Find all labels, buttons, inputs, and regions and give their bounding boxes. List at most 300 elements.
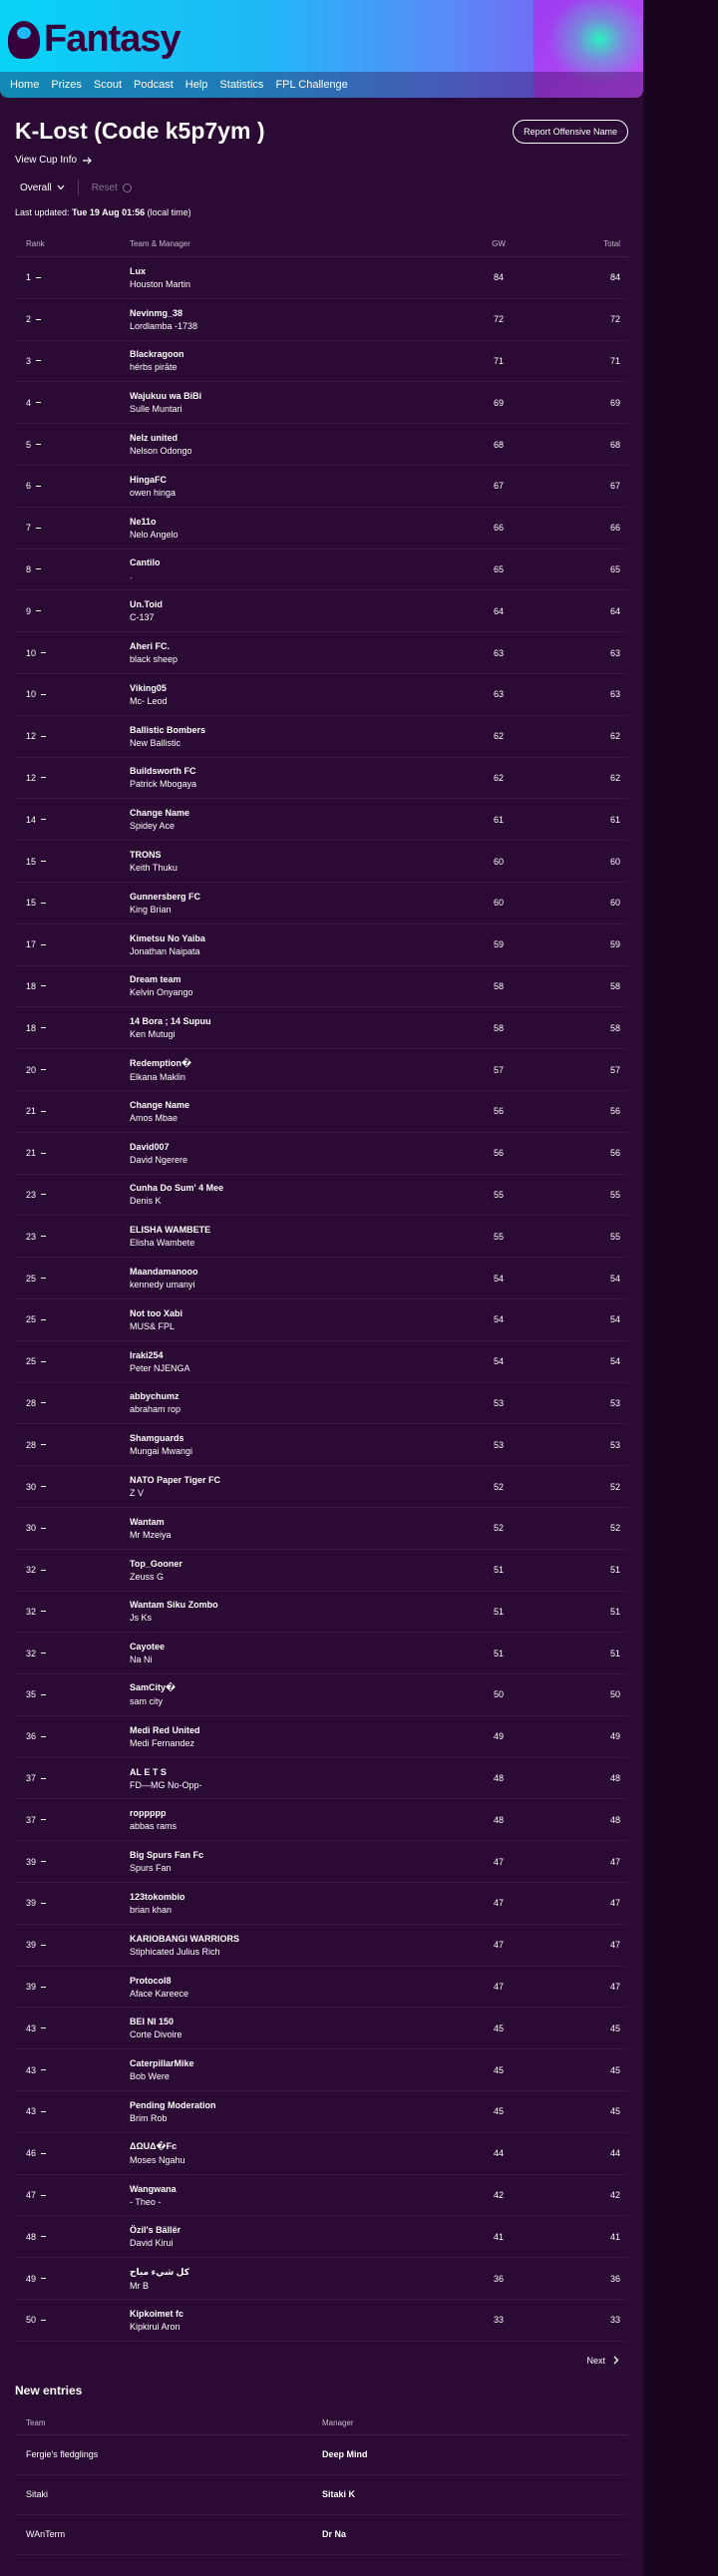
gw-points: 58 bbox=[493, 980, 504, 991]
total-points: 54 bbox=[609, 1356, 620, 1367]
total-points: 47 bbox=[609, 1898, 620, 1909]
rank-value: 6 bbox=[26, 481, 32, 492]
team-cell[interactable] bbox=[130, 2309, 469, 2332]
team-name[interactable]: Kipkoimet fc bbox=[130, 2308, 184, 2319]
table-row bbox=[15, 550, 628, 591]
rank-value: 8 bbox=[26, 563, 32, 574]
manager-name: hérbs pirāte bbox=[130, 362, 178, 373]
no-movement-icon bbox=[41, 1236, 46, 1237]
manager-name: King Brian bbox=[130, 904, 172, 915]
team-cell[interactable] bbox=[130, 391, 469, 414]
team-cell[interactable] bbox=[130, 475, 469, 498]
list-item bbox=[15, 2515, 628, 2555]
team-name[interactable]: NATO Paper Tiger FC bbox=[130, 1475, 221, 1485]
table-row bbox=[15, 1883, 628, 1925]
table-row bbox=[15, 1258, 628, 1299]
rank-value: 23 bbox=[26, 1189, 37, 1200]
nav-podcast[interactable]: Podcast bbox=[134, 79, 174, 91]
team-cell[interactable] bbox=[130, 974, 469, 997]
team-cell[interactable] bbox=[130, 2058, 469, 2081]
team-cell[interactable] bbox=[130, 1350, 469, 1373]
gw-points: 62 bbox=[493, 731, 504, 742]
team-name[interactable]: CaterpillarMike bbox=[130, 2058, 194, 2069]
standings-table bbox=[15, 231, 628, 2342]
total-points: 53 bbox=[609, 1397, 620, 1408]
table-row bbox=[15, 1967, 628, 2009]
rank-value: 23 bbox=[26, 1231, 37, 1242]
table-row bbox=[15, 1341, 628, 1383]
table-row bbox=[15, 1383, 628, 1425]
manager-name: Na Ni bbox=[130, 1655, 153, 1665]
gw-points: 60 bbox=[493, 856, 504, 867]
no-movement-icon bbox=[41, 819, 46, 820]
manager-name: Aface Kareece bbox=[130, 1988, 189, 1999]
table-row bbox=[15, 466, 628, 508]
team-cell[interactable] bbox=[130, 266, 469, 289]
team-cell[interactable] bbox=[130, 2184, 469, 2207]
rank-value: 35 bbox=[26, 1689, 37, 1700]
nav-home[interactable]: Home bbox=[10, 79, 40, 91]
table-row bbox=[15, 2133, 628, 2175]
team-name[interactable]: Gunnersberg FC bbox=[130, 891, 201, 902]
new-entry-team: WAnTerm bbox=[26, 2529, 66, 2540]
team-cell[interactable] bbox=[130, 683, 469, 706]
no-movement-icon bbox=[41, 1444, 46, 1445]
rank-value: 25 bbox=[26, 1273, 37, 1284]
rank-cell bbox=[15, 1982, 130, 1992]
rank-value: 39 bbox=[26, 1856, 37, 1867]
team-cell[interactable] bbox=[130, 1682, 469, 1706]
team-cell[interactable] bbox=[130, 1559, 469, 1582]
manager-name: Mr Mzeiya bbox=[130, 1529, 172, 1540]
rank-value: 7 bbox=[26, 523, 32, 534]
team-cell[interactable] bbox=[130, 599, 469, 622]
team-name[interactable]: Viking05 bbox=[130, 682, 167, 693]
no-movement-icon bbox=[41, 1528, 46, 1529]
gw-points: 52 bbox=[493, 1523, 504, 1534]
team-name[interactable]: Cunha Do Sum' 4 Mee bbox=[130, 1183, 224, 1194]
team-cell[interactable] bbox=[130, 1892, 469, 1915]
table-row bbox=[15, 2216, 628, 2258]
nav-prizes[interactable]: Prizes bbox=[51, 79, 82, 91]
table-row bbox=[15, 883, 628, 924]
rank-value: 9 bbox=[26, 605, 32, 616]
table-row bbox=[15, 674, 628, 716]
team-name[interactable]: ΔΩUΔ�Fc bbox=[130, 2141, 178, 2152]
rank-cell bbox=[15, 1190, 130, 1200]
team-cell[interactable] bbox=[130, 933, 469, 956]
report-offensive-name-button[interactable]: Report Offensive Name bbox=[513, 120, 628, 144]
team-name[interactable]: Ne11o bbox=[130, 516, 157, 527]
team-name[interactable]: Not too Xabi bbox=[130, 1307, 182, 1318]
team-cell[interactable] bbox=[130, 2225, 469, 2248]
team-name[interactable]: Shamguards bbox=[130, 1433, 184, 1444]
manager-name: - Theo - bbox=[130, 2196, 162, 2207]
list-item bbox=[15, 2475, 628, 2515]
reset-button[interactable] bbox=[87, 181, 137, 195]
rank-cell bbox=[15, 648, 130, 658]
table-row bbox=[15, 2300, 628, 2342]
gw-points: 48 bbox=[493, 1773, 504, 1784]
total-points: 63 bbox=[609, 647, 620, 658]
rank-cell bbox=[15, 773, 130, 783]
total-points: 47 bbox=[609, 1982, 620, 1993]
gw-points: 59 bbox=[493, 939, 504, 950]
no-movement-icon bbox=[41, 1736, 46, 1737]
total-points: 54 bbox=[609, 1273, 620, 1284]
rank-value: 43 bbox=[26, 2106, 37, 2117]
nav-statistics[interactable]: Statistics bbox=[219, 79, 264, 91]
total-points: 48 bbox=[609, 1773, 620, 1784]
gw-points: 50 bbox=[493, 1689, 504, 1700]
manager-name: Z V bbox=[130, 1488, 145, 1498]
team-name[interactable]: Protocol8 bbox=[130, 1975, 172, 1986]
team-name[interactable]: Wajukuu wa BiBi bbox=[130, 391, 202, 402]
team-name[interactable]: Cantilo bbox=[130, 557, 161, 568]
rank-value: 21 bbox=[26, 1148, 37, 1159]
rank-cell bbox=[15, 1607, 130, 1617]
team-cell[interactable] bbox=[130, 1808, 469, 1831]
gw-points: 71 bbox=[493, 355, 504, 366]
manager-name: Peter NJENGA bbox=[130, 1362, 190, 1373]
divider bbox=[78, 180, 79, 195]
total-points: 56 bbox=[609, 1148, 620, 1159]
team-cell[interactable] bbox=[130, 2100, 469, 2123]
manager-name: sam city bbox=[130, 1696, 164, 1707]
rank-value: 3 bbox=[26, 355, 32, 366]
team-cell[interactable] bbox=[130, 1267, 469, 1289]
list-item bbox=[15, 2435, 628, 2475]
manager-name: MUS& FPL bbox=[130, 1320, 176, 1331]
team-cell[interactable] bbox=[130, 1934, 469, 1957]
rank-cell bbox=[15, 314, 130, 324]
no-movement-icon bbox=[41, 861, 46, 862]
team-cell[interactable] bbox=[130, 1850, 469, 1873]
manager-name: Elisha Wambete bbox=[130, 1238, 195, 1249]
team-name[interactable]: Redemption� bbox=[130, 1057, 192, 1068]
manager-name: Mr B bbox=[130, 2280, 149, 2291]
team-cell[interactable] bbox=[130, 766, 469, 789]
table-row bbox=[15, 2049, 628, 2091]
total-points: 66 bbox=[609, 523, 620, 534]
team-cell[interactable] bbox=[130, 1600, 469, 1623]
total-points: 84 bbox=[609, 272, 620, 283]
no-movement-icon bbox=[41, 903, 46, 904]
rank-cell bbox=[15, 1857, 130, 1867]
team-cell[interactable] bbox=[130, 1058, 469, 1082]
team-cell[interactable] bbox=[130, 349, 469, 372]
new-entries-header bbox=[15, 2411, 628, 2435]
team-name[interactable]: Wangwana bbox=[130, 2183, 177, 2194]
team-cell[interactable] bbox=[130, 1308, 469, 1331]
rank-cell bbox=[15, 1689, 130, 1699]
new-entries-table bbox=[15, 2411, 628, 2555]
no-movement-icon bbox=[41, 1069, 46, 1070]
team-name[interactable]: AL E T S bbox=[130, 1766, 167, 1777]
rank-value: 28 bbox=[26, 1439, 37, 1450]
rank-value: 49 bbox=[26, 2273, 37, 2284]
team-name[interactable]: Blackragoon bbox=[130, 349, 184, 360]
team-cell[interactable] bbox=[130, 1475, 469, 1498]
rank-value: 18 bbox=[26, 1022, 37, 1033]
team-name[interactable]: Wantam Siku Zombo bbox=[130, 1600, 218, 1611]
no-movement-icon bbox=[36, 319, 41, 320]
total-points: 52 bbox=[609, 1523, 620, 1534]
gw-points: 41 bbox=[493, 2231, 504, 2242]
rank-cell bbox=[15, 731, 130, 741]
team-name[interactable]: كل شيء مباح bbox=[130, 2266, 189, 2277]
team-cell[interactable] bbox=[130, 1100, 469, 1123]
manager-name: Ken Mutugi bbox=[130, 1029, 176, 1040]
rank-cell bbox=[15, 2315, 130, 2325]
header-gw: GW bbox=[492, 239, 506, 248]
total-points: 51 bbox=[609, 1606, 620, 1617]
rank-value: 12 bbox=[26, 772, 37, 783]
no-movement-icon bbox=[41, 2320, 46, 2321]
rank-cell bbox=[15, 1940, 130, 1950]
team-cell[interactable] bbox=[130, 1225, 469, 1248]
gw-points: 58 bbox=[493, 1022, 504, 1033]
team-name[interactable]: Cayotee bbox=[130, 1642, 166, 1653]
gw-points: 84 bbox=[493, 272, 504, 283]
team-name[interactable]: SamCity� bbox=[130, 1682, 177, 1693]
team-name[interactable]: Nevinmg_38 bbox=[130, 307, 183, 318]
team-name[interactable]: Big Spurs Fan Fc bbox=[130, 1850, 204, 1861]
team-name[interactable]: Aheri FC. bbox=[130, 641, 171, 652]
team-cell[interactable] bbox=[130, 1642, 469, 1664]
arrow-right-icon bbox=[83, 157, 93, 165]
phase-select[interactable] bbox=[15, 181, 70, 195]
team-name[interactable]: Iraki254 bbox=[130, 1349, 164, 1360]
no-movement-icon bbox=[41, 1361, 46, 1362]
team-cell[interactable] bbox=[130, 1016, 469, 1039]
total-points: 53 bbox=[609, 1439, 620, 1450]
no-movement-icon bbox=[41, 1111, 46, 1112]
no-movement-icon bbox=[41, 2153, 46, 2154]
table-row bbox=[15, 1216, 628, 1258]
team-cell[interactable] bbox=[130, 850, 469, 873]
team-name[interactable]: KARIOBANGI WARRIORS bbox=[130, 1933, 239, 1944]
rank-value: 46 bbox=[26, 2148, 37, 2159]
team-name[interactable]: 123tokombio bbox=[130, 1891, 185, 1902]
team-cell[interactable] bbox=[130, 641, 469, 664]
page-title: K-Lost (Code k5p7ym ) bbox=[15, 118, 265, 144]
rank-cell bbox=[15, 1565, 130, 1575]
team-name[interactable]: ELISHA WAMBETE bbox=[130, 1225, 211, 1236]
table-row bbox=[15, 2091, 628, 2133]
manager-name: Patrick Mbogaya bbox=[130, 779, 197, 790]
gw-points: 56 bbox=[493, 1106, 504, 1117]
team-name[interactable]: Change Name bbox=[130, 808, 190, 819]
team-name[interactable]: Maandamanooo bbox=[130, 1267, 198, 1278]
team-cell[interactable] bbox=[130, 2017, 469, 2039]
table-row bbox=[15, 424, 628, 466]
team-name[interactable]: Kimetsu No Yaiba bbox=[130, 932, 205, 943]
rank-cell bbox=[15, 815, 130, 825]
standings-body bbox=[15, 257, 628, 2342]
team-cell[interactable] bbox=[130, 1976, 469, 1999]
team-cell[interactable] bbox=[130, 1767, 469, 1790]
gw-points: 64 bbox=[493, 605, 504, 616]
table-row bbox=[15, 1133, 628, 1175]
no-movement-icon bbox=[41, 1570, 46, 1571]
total-points: 60 bbox=[609, 898, 620, 909]
header-rank: Rank bbox=[26, 239, 45, 248]
rank-cell bbox=[15, 2190, 130, 2200]
rank-cell bbox=[15, 1023, 130, 1033]
rank-cell bbox=[15, 1649, 130, 1658]
team-name[interactable]: roppppp bbox=[130, 1808, 167, 1819]
header-team: Team bbox=[26, 2417, 46, 2427]
rank-value: 5 bbox=[26, 439, 32, 450]
team-cell[interactable] bbox=[130, 1183, 469, 1206]
team-name[interactable]: David007 bbox=[130, 1141, 170, 1152]
team-name[interactable]: Pending Moderation bbox=[130, 2099, 216, 2110]
gw-points: 47 bbox=[493, 1898, 504, 1909]
table-row bbox=[15, 1424, 628, 1466]
total-points: 58 bbox=[609, 980, 620, 991]
view-cup-info-link[interactable] bbox=[0, 145, 643, 166]
table-row bbox=[15, 632, 628, 674]
team-name[interactable]: Dream team bbox=[130, 974, 181, 985]
no-movement-icon bbox=[41, 1486, 46, 1487]
table-row bbox=[15, 299, 628, 341]
team-name[interactable]: Wantam bbox=[130, 1516, 165, 1527]
total-points: 64 bbox=[609, 605, 620, 616]
rank-value: 30 bbox=[26, 1523, 37, 1534]
team-name[interactable]: Ballistic Bombers bbox=[130, 724, 206, 735]
rank-value: 43 bbox=[26, 2023, 37, 2033]
table-row bbox=[15, 2258, 628, 2300]
team-cell[interactable] bbox=[130, 808, 469, 831]
lion-icon bbox=[8, 21, 40, 59]
rank-cell bbox=[15, 2024, 130, 2033]
total-points: 42 bbox=[609, 2190, 620, 2201]
team-cell[interactable] bbox=[130, 1391, 469, 1414]
manager-name: Denis K bbox=[130, 1196, 162, 1207]
manager-name: Corte Divoire bbox=[130, 2029, 182, 2040]
manager-name: Mc- Leod bbox=[130, 695, 168, 706]
total-points: 56 bbox=[609, 1106, 620, 1117]
team-name[interactable]: abbychumz bbox=[130, 1391, 180, 1402]
team-name[interactable]: Top_Gooner bbox=[130, 1558, 182, 1569]
team-cell[interactable] bbox=[130, 517, 469, 540]
rank-value: 43 bbox=[26, 2064, 37, 2075]
team-name[interactable]: Özil's Bällër bbox=[130, 2225, 181, 2236]
team-cell[interactable] bbox=[130, 308, 469, 331]
logo[interactable] bbox=[8, 18, 180, 61]
next-page-button[interactable] bbox=[586, 2356, 619, 2366]
total-points: 51 bbox=[609, 1565, 620, 1576]
gw-points: 66 bbox=[493, 523, 504, 534]
team-name[interactable]: Un.Toid bbox=[130, 599, 163, 610]
total-points: 44 bbox=[609, 2148, 620, 2159]
table-row bbox=[15, 341, 628, 383]
rank-cell bbox=[15, 523, 130, 533]
team-cell[interactable] bbox=[130, 2267, 469, 2291]
total-points: 33 bbox=[609, 2315, 620, 2326]
team-cell[interactable] bbox=[130, 557, 469, 580]
team-cell[interactable] bbox=[130, 892, 469, 915]
team-cell[interactable] bbox=[130, 2141, 469, 2165]
manager-name: FD—MG No-Opp- bbox=[130, 1779, 202, 1790]
team-cell[interactable] bbox=[130, 1517, 469, 1540]
table-row bbox=[15, 2008, 628, 2049]
nav-help[interactable]: Help bbox=[184, 79, 208, 91]
manager-name: Moses Ngahu bbox=[130, 2155, 185, 2166]
manager-name: David Kirui bbox=[130, 2238, 174, 2249]
rank-value: 10 bbox=[26, 647, 37, 658]
table-row bbox=[15, 1508, 628, 1550]
team-name[interactable]: Change Name bbox=[130, 1099, 190, 1110]
manager-name: Spidey Ace bbox=[130, 821, 176, 832]
chevron-down-icon bbox=[57, 184, 65, 190]
total-points: 41 bbox=[609, 2231, 620, 2242]
manager-name: Bob Were bbox=[130, 2071, 170, 2082]
no-movement-icon bbox=[41, 1987, 46, 1988]
gw-points: 55 bbox=[493, 1231, 504, 1242]
total-points: 45 bbox=[609, 2106, 620, 2117]
header-manager: Manager bbox=[322, 2417, 354, 2427]
manager-name: Js Ks bbox=[130, 1613, 153, 1624]
rank-cell bbox=[15, 1731, 130, 1741]
rank-value: 15 bbox=[26, 856, 37, 867]
team-name[interactable]: HingaFC bbox=[130, 474, 167, 485]
rank-cell bbox=[15, 1314, 130, 1324]
nav-fpl-challenge[interactable]: FPL Challenge bbox=[275, 79, 348, 91]
rank-value: 1 bbox=[26, 272, 32, 283]
total-points: 69 bbox=[609, 397, 620, 408]
team-name[interactable]: Buildsworth FC bbox=[130, 766, 196, 777]
total-points: 65 bbox=[609, 563, 620, 574]
last-updated-prefix: Last updated: bbox=[15, 207, 70, 217]
total-points: 49 bbox=[609, 1731, 620, 1742]
team-name[interactable]: Nelz united bbox=[130, 433, 179, 444]
team-name[interactable]: Medi Red United bbox=[130, 1724, 200, 1735]
table-row bbox=[15, 1550, 628, 1592]
total-points: 62 bbox=[609, 731, 620, 742]
title-row bbox=[0, 98, 643, 145]
team-cell[interactable] bbox=[130, 1142, 469, 1165]
manager-name: Keith Thuku bbox=[130, 863, 178, 874]
team-name[interactable]: 14 Bora ; 14 Supuu bbox=[130, 1016, 211, 1027]
new-entries-body bbox=[15, 2435, 628, 2555]
table-row bbox=[15, 1841, 628, 1883]
team-cell[interactable] bbox=[130, 1433, 469, 1456]
nav-scout[interactable]: Scout bbox=[93, 79, 123, 91]
manager-name: brian khan bbox=[130, 1904, 173, 1915]
no-movement-icon bbox=[41, 2278, 46, 2279]
table-row bbox=[15, 1758, 628, 1800]
team-cell[interactable] bbox=[130, 433, 469, 456]
no-movement-icon bbox=[41, 1945, 46, 1946]
no-movement-icon bbox=[36, 277, 41, 278]
gw-points: 47 bbox=[493, 1982, 504, 1993]
team-name[interactable]: TRONS bbox=[130, 850, 162, 861]
team-name[interactable]: Lux bbox=[130, 265, 147, 276]
team-cell[interactable] bbox=[130, 1725, 469, 1748]
next-label: Next bbox=[586, 2355, 605, 2366]
table-row bbox=[15, 799, 628, 841]
no-movement-icon bbox=[41, 2236, 46, 2237]
rank-value: 48 bbox=[26, 2231, 37, 2242]
team-name[interactable]: BEI NI 150 bbox=[130, 2017, 175, 2027]
gw-points: 63 bbox=[493, 647, 504, 658]
manager-name: C-137 bbox=[130, 612, 155, 623]
table-row bbox=[15, 924, 628, 966]
table-row bbox=[15, 1925, 628, 1967]
team-cell[interactable] bbox=[130, 725, 469, 748]
